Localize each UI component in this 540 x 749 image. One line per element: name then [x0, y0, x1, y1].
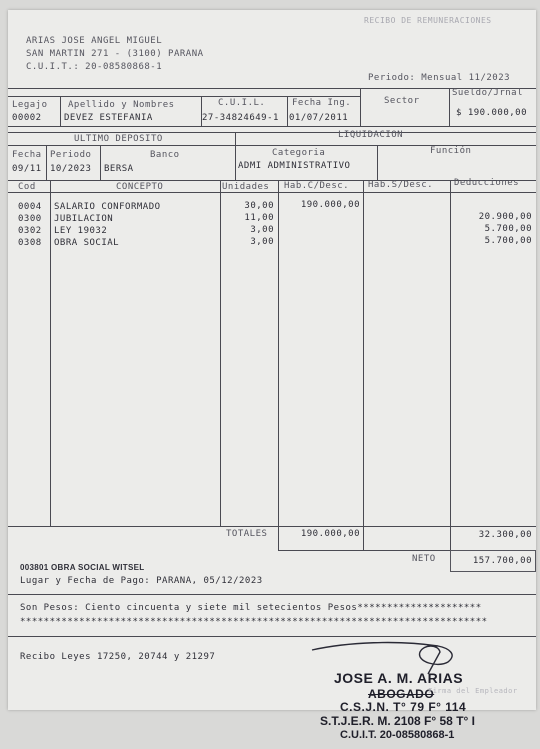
row-units: 3,00	[250, 237, 274, 247]
employee-name: DEVEZ ESTEFANIA	[64, 113, 153, 123]
bank-name: BERSA	[104, 164, 134, 174]
law-text: Recibo Leyes 17250, 20744 y 21297	[20, 652, 216, 662]
row-concept: LEY 19032	[54, 226, 108, 236]
col-hab-s: Hab.S/Desc.	[368, 180, 434, 190]
sector-label: Sector	[384, 96, 420, 106]
net-value: 157.700,00	[472, 556, 532, 566]
divider	[235, 132, 236, 180]
category-value: ADMI ADMINISTRATIVO	[238, 161, 351, 171]
employer-cuit: C.U.I.T.: 20-08580868-1	[26, 62, 163, 72]
stamp-title: ABOGADO	[368, 687, 435, 701]
cuil-label: C.U.I.L.	[218, 98, 266, 108]
total-hab-c: 190.000,00	[300, 529, 360, 539]
stamp-name: JOSE A. M. ARIAS	[334, 670, 464, 686]
divider	[8, 126, 536, 127]
row-code: 0004	[18, 202, 42, 212]
col-concept: CONCEPTO	[116, 182, 164, 192]
employer-name: ARIAS JOSE ANGEL MIGUEL	[26, 36, 163, 46]
salary-label: Sueldo/Jrnal	[452, 88, 524, 98]
liquidation-label: LIQUIDACION	[338, 130, 404, 140]
divider	[60, 96, 61, 126]
row-deductions: 5.700,00	[484, 236, 532, 246]
divider	[8, 96, 360, 97]
divider	[220, 180, 221, 526]
col-deductions: Deducciones	[454, 178, 520, 188]
row-deductions: 5.700,00	[484, 224, 532, 234]
deposit-date: 09/11	[12, 164, 42, 174]
row-code: 0308	[18, 238, 42, 248]
receipt-title: RECIBO DE REMUNERACIONES	[364, 16, 492, 25]
period-label: Periodo: Mensual 11/2023	[368, 73, 511, 83]
divider	[50, 180, 51, 526]
function-label: Función	[430, 146, 472, 156]
divider	[449, 88, 450, 126]
row-hab-c: 190.000,00	[300, 200, 360, 210]
legajo-value: 00002	[12, 113, 42, 123]
asterisk-line: *******************************************************************************	[20, 617, 488, 627]
cuil-value: 27-34824649-1	[202, 113, 279, 123]
category-label: Categoria	[272, 148, 326, 158]
deposit-period-label: Periodo	[50, 150, 92, 160]
stamp-line-1: C.S.J.N. T° 79 F° 114	[340, 700, 467, 714]
divider	[46, 146, 47, 180]
divider	[287, 96, 288, 126]
row-code: 0300	[18, 214, 42, 224]
name-label: Apellido y Nombres	[68, 100, 175, 110]
employer-address: SAN MARTIN 271 - (3100) PARANA	[26, 49, 204, 59]
divider	[363, 180, 364, 550]
last-deposit-label: ULTIMO DEPOSITO	[74, 134, 163, 144]
net-label: NETO	[412, 554, 436, 564]
divider	[8, 526, 536, 527]
bank-label: Banco	[150, 150, 180, 160]
divider	[8, 594, 536, 595]
row-units: 11,00	[244, 213, 274, 223]
row-concept: SALARIO CONFORMADO	[54, 202, 161, 212]
legajo-label: Legajo	[12, 100, 48, 110]
deposit-date-label: Fecha	[12, 150, 42, 160]
stamp-line-3: C.U.I.T. 20-08580868-1	[340, 729, 455, 741]
divider	[450, 180, 451, 572]
divider	[278, 180, 279, 550]
deposit-period: 10/2023	[50, 164, 92, 174]
col-code: Cod	[18, 182, 36, 192]
total-deductions: 32.300,00	[478, 530, 532, 540]
obra-social: 003801 OBRA SOCIAL WITSEL	[20, 563, 145, 572]
divider	[8, 132, 536, 133]
divider	[377, 146, 378, 180]
payslip-page	[8, 10, 536, 714]
divider	[360, 88, 361, 126]
salary-value: $ 190.000,00	[456, 108, 528, 118]
hire-date-value: 01/07/2011	[289, 113, 349, 123]
row-code: 0302	[18, 226, 42, 236]
divider	[100, 146, 101, 180]
col-hab-c: Hab.C/Desc.	[284, 181, 350, 191]
row-concept: OBRA SOCIAL	[54, 238, 120, 248]
stamp-line-2: S.T.J.E.R. M. 2108 F° 58 T° I	[320, 714, 475, 728]
row-concept: JUBILACION	[54, 214, 114, 224]
payment-place: Lugar y Fecha de Pago: PARANA, 05/12/2023	[20, 576, 263, 586]
stamp-faint-label: Firma del Empleador	[428, 687, 518, 695]
son-pesos: Son Pesos: Ciento cincuenta y siete mil setecientos Pesos*********************	[20, 603, 482, 613]
row-deductions: 20.900,00	[478, 212, 532, 222]
hire-date-label: Fecha Ing.	[292, 98, 352, 108]
col-units: Unidades	[222, 182, 270, 192]
totals-label: TOTALES	[226, 529, 268, 539]
row-units: 3,00	[250, 225, 274, 235]
divider	[8, 192, 536, 193]
row-units: 30,00	[244, 201, 274, 211]
